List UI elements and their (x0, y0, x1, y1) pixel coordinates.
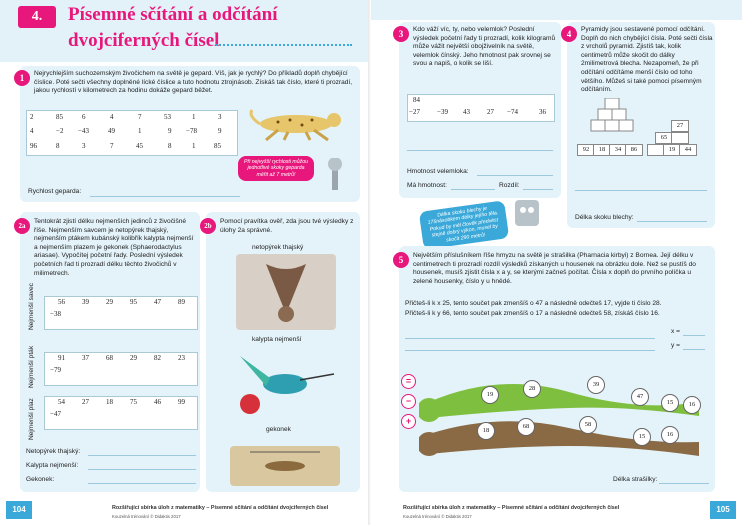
brown-cell-4[interactable]: 16 (661, 426, 679, 444)
t3-label1: Hmotnost velemloka: (407, 168, 469, 175)
t1-c6-r1: 53 (164, 113, 171, 121)
plaz-t4: 46 (154, 398, 161, 406)
t1-c5-r2: 1 (138, 127, 142, 135)
answer-gekonek-line[interactable] (88, 483, 196, 484)
right-page (371, 0, 742, 525)
t5-answer-line[interactable] (659, 483, 709, 484)
task2a-card (20, 212, 200, 492)
t1-c4-r1: 4 (110, 113, 114, 121)
wrench-mascot-icon (320, 158, 350, 194)
y-label: y = (671, 342, 680, 349)
t3-c1: −27 (409, 108, 420, 116)
green-cell-3[interactable]: 39 (587, 376, 605, 394)
task3-card (399, 22, 561, 198)
t1-c4-r2: 49 (108, 127, 115, 135)
plaz-t0: 54 (58, 398, 65, 406)
minus-icon: − (401, 394, 416, 409)
task2b-card (206, 212, 360, 492)
footer-title-left: Rozšiřující sbírka úloh z matematiky – Písemné sčítání a odčítání dvojciferných čísel (112, 505, 329, 511)
task1-card (20, 66, 360, 202)
task4-badge: 4 (561, 26, 577, 42)
p1-base0[interactable]: 92 (577, 144, 595, 156)
equals-icon: = (401, 374, 416, 389)
task2b-badge: 2b (200, 218, 216, 234)
t1-c1-r1: 2 (30, 113, 34, 121)
t1-c2-r1: 85 (56, 113, 63, 121)
task3-speech: Délka skoku blechy je 175násobkem délky jejího těla. Pokud by měl člověk předvést stejně dobrý výkon, musel by skočit 290 metrů! (419, 200, 509, 250)
task1-speech: Při nejvyšší rychlosti můžou jednotlivé skoky geparda měřit až 7 metrů! (238, 156, 314, 181)
brown-cell-1[interactable]: 18 (477, 422, 495, 440)
ptak-t3: 29 (130, 354, 137, 362)
task2b-text: Pomocí pravítka ověř, zda jsou tvé výsledky z úlohy 2a správné. (220, 218, 354, 234)
green-cell-1[interactable]: 19 (481, 386, 499, 404)
task5-badge: 5 (393, 252, 409, 268)
ptak-t1: 37 (82, 354, 89, 362)
footer-sub-left: Kouzelná trénování © Didaktis 2017 (112, 514, 181, 519)
t3-line1[interactable] (477, 175, 553, 176)
ptak-t0: 91 (58, 354, 65, 362)
row-ptak-label: Nejmenší pták (28, 345, 35, 388)
task5-card (399, 246, 715, 492)
t1-c4-r3: 7 (110, 142, 114, 150)
answer-kalypta-line[interactable] (88, 469, 196, 470)
t1-c1-r2: 4 (30, 127, 34, 135)
task5-eq1: Přičteš-li k x 25, tento součet pak zmenšíš o 47 a následně odečteš 17, vyjde ti číslo 28. (405, 300, 662, 307)
t3-label2: Má hmotnost: (407, 182, 447, 189)
animal3-label: gekonek (266, 426, 291, 433)
plaz-t2: 18 (106, 398, 113, 406)
task5-eq2: Přičteš-li k y 66, tento součet pak zmenšíš o 17 a následně odečteš 58, získáš číslo 16. (405, 310, 660, 317)
t3-c5: −74 (507, 108, 518, 116)
answer-gekonek-label: Gekonek: (26, 476, 55, 483)
page-number-right: 105 (710, 501, 736, 519)
p2-mid1[interactable] (671, 132, 689, 144)
brown-cell-2[interactable]: 68 (517, 418, 535, 436)
plaz-op0: −47 (50, 410, 61, 418)
page-title-line2: dvojciferných čísel (68, 30, 220, 51)
brown-cell-3[interactable]: 58 (579, 416, 597, 434)
t1-c6-r2: 9 (168, 127, 172, 135)
savec-t4: 47 (154, 298, 161, 306)
task4-text: Pyramidy jsou sestavené pomocí odčítání. Doplň do nich chybějící čísla. Poté sečti čísla z vrcholů pyramid. Zjistíš tak, kolik centimetrů může skočit do dálky 2milimetrová blecha. Nezapomeň, že při odčítání odčítáme menší číslo od toho většího. Můžeš si také pomoci písemným odčítáním. (581, 26, 713, 94)
plaz-t3: 75 (130, 398, 137, 406)
page-title-line1: Písemné sčítání a odčítání (68, 4, 278, 25)
savec-op0: −38 (50, 310, 61, 318)
task2a-badge: 2a (14, 218, 30, 234)
cheetah-illustration (248, 106, 348, 142)
footer-title-right: Rozšiřující sbírka úloh z matematiky – Písemné sčítání a odčítání dvojciferných čísel (403, 505, 620, 511)
green-cell-6[interactable]: 16 (683, 396, 701, 414)
t5-answer-label: Délka strašilky: (613, 476, 658, 483)
row-savec-label: Nejmenší savec (28, 283, 35, 330)
t5-work-line1[interactable] (405, 338, 655, 339)
t1-c5-r3: 45 (136, 142, 143, 150)
p2-mid0[interactable]: 65 (655, 132, 673, 144)
task2a-text: Tentokrát zjistí délku nejmenších jedinců z živočišné říše. Nejmenším savcem je netopýrek thajský, nejmenším ptákem kubánský kolibřík kalypta nejmenší a nejmenším plazem je gekonek (Sphaerodactylus ariasae). Vypočítej početní řady. Poslední výsledek početních řad ti prozradí délku těchto živočichů v milimetrech. (34, 218, 194, 277)
row-plaz-label: Nejmenší plaz (28, 398, 35, 440)
p2-base2[interactable]: 44 (679, 144, 697, 156)
task1-badge: 1 (14, 70, 30, 86)
task1-answer-label: Rychlost geparda: (28, 188, 82, 195)
task3-text: Kdo váží víc, ty, nebo velemlok? Poslední výsledek početní řady ti prozradí, kolik kilogramů může vážit největší obojživelník na světě, velemlok čínský. Jeho hmotnost pak srovnej se svou a napiš, o kolik se liší. (413, 26, 556, 68)
x-line[interactable] (683, 335, 705, 336)
task3-badge: 3 (393, 26, 409, 42)
t1-c2-r2: −2 (56, 127, 64, 135)
row-savec-grid (44, 296, 198, 330)
t5-work-line2[interactable] (405, 350, 655, 351)
t1-c1-r3: 96 (30, 142, 37, 150)
brown-cell-5[interactable]: 15 (633, 428, 651, 446)
savec-t1: 39 (82, 298, 89, 306)
t1-c6-r3: 8 (168, 142, 172, 150)
t3-line2[interactable] (451, 189, 495, 190)
task1-text: Nejrychlejším suchozemským živočichem na světě je gepard. Víš, jak je rychlý? Do příkladů doplň chybějící číslice. Poté sečti všechny doplněné lícké číslice a tuto hodnotu ztrojnásob. Získáš tak číslo, které ti prozradí, jakou rychlostí v kilometrech za hodinu dokáže gepard běžet. (34, 70, 353, 95)
p1-base2[interactable]: 34 (609, 144, 627, 156)
header-background-right (371, 0, 742, 20)
animal2-label: kalypta nejmenší (252, 336, 302, 343)
animal1-label: netopýrek thajský (252, 244, 304, 251)
plaz-t1: 27 (82, 398, 89, 406)
t3-work-line[interactable] (407, 150, 553, 151)
t1-c5-r1: 7 (138, 113, 142, 121)
caterpillars-illustration (419, 372, 709, 472)
t3-c3: 43 (463, 108, 470, 116)
task4-card (567, 22, 715, 228)
t3-label3: Rozdíl: (499, 182, 520, 189)
plaz-t5: 99 (178, 398, 185, 406)
t1-c8-r1: 3 (218, 113, 222, 121)
t1-c7-r2: −78 (186, 127, 197, 135)
ptak-op0: −79 (50, 366, 61, 374)
chapter-number: 4. (18, 6, 56, 28)
savec-t5: 89 (178, 298, 185, 306)
row-ptak-grid (44, 352, 198, 386)
p2-base1[interactable]: 19 (663, 144, 681, 156)
t1-c8-r3: 85 (214, 142, 221, 150)
t4-answer-line[interactable] (637, 221, 707, 222)
page-number-left: 104 (6, 501, 32, 519)
green-cell-5[interactable]: 15 (661, 394, 679, 412)
y-line[interactable] (683, 349, 705, 350)
savec-t3: 95 (130, 298, 137, 306)
t1-c7-r3: 1 (192, 142, 196, 150)
row-plaz-grid (44, 396, 198, 430)
answer-netopyrek-label: Netopýrek thajský: (26, 448, 81, 455)
t1-c7-r1: 1 (192, 113, 196, 121)
task5-text: Největším příslušníkem říše hmyzu na světě je strašilka (Pharnacia kirbyi) z Bornea. Její délku v centimetrech ti prozradí rozdíl výsledků získaných u housenek na obrázku dole. Než se pustíš do housenek, musíš zjistit čísla x a y, se kterými začneš počítat. Čísla x doplň do prvního políčka u zelené housenky, číslo y u hnědé. (413, 252, 696, 285)
t3-c2: −39 (437, 108, 448, 116)
savec-t2: 29 (106, 298, 113, 306)
t3-c4: 27 (487, 108, 494, 116)
task3-grid (407, 94, 555, 122)
p2-top[interactable]: 27 (671, 120, 689, 132)
t1-c3-r2: −43 (78, 127, 89, 135)
t1-c3-r3: 3 (82, 142, 86, 150)
gecko-illustration (230, 436, 340, 486)
answer-netopyrek-line[interactable] (88, 455, 196, 456)
footer-sub-right: Kouzelná trénování © Didaktis 2017 (403, 514, 472, 519)
t1-c8-r2: 9 (218, 127, 222, 135)
green-cell-2[interactable]: 28 (523, 380, 541, 398)
plus-icon: + (401, 414, 416, 429)
ptak-t2: 68 (106, 354, 113, 362)
t1-c2-r3: 8 (56, 142, 60, 150)
savec-t0: 56 (58, 298, 65, 306)
pyramid1-shape (577, 98, 647, 168)
p1-base3[interactable]: 86 (625, 144, 643, 156)
bat-illustration (236, 254, 336, 330)
answer-kalypta-label: Kalypta nejmenší: (26, 462, 79, 469)
hummingbird-illustration (230, 346, 340, 420)
p1-base1[interactable]: 18 (593, 144, 611, 156)
t4-answer-label: Délka skoku blechy: (575, 214, 634, 221)
ptak-t4: 82 (154, 354, 161, 362)
task1-answer-line[interactable] (90, 196, 240, 197)
t4-work-line[interactable] (575, 190, 707, 191)
title-underline (216, 44, 352, 46)
t3-c6: 36 (539, 108, 546, 116)
robot-mascot-icon (507, 190, 547, 240)
t1-c3-r1: 6 (82, 113, 86, 121)
ptak-t5: 23 (178, 354, 185, 362)
x-label: x = (671, 328, 680, 335)
t3-c0: 84 (413, 96, 420, 104)
green-cell-4[interactable]: 47 (631, 388, 649, 406)
